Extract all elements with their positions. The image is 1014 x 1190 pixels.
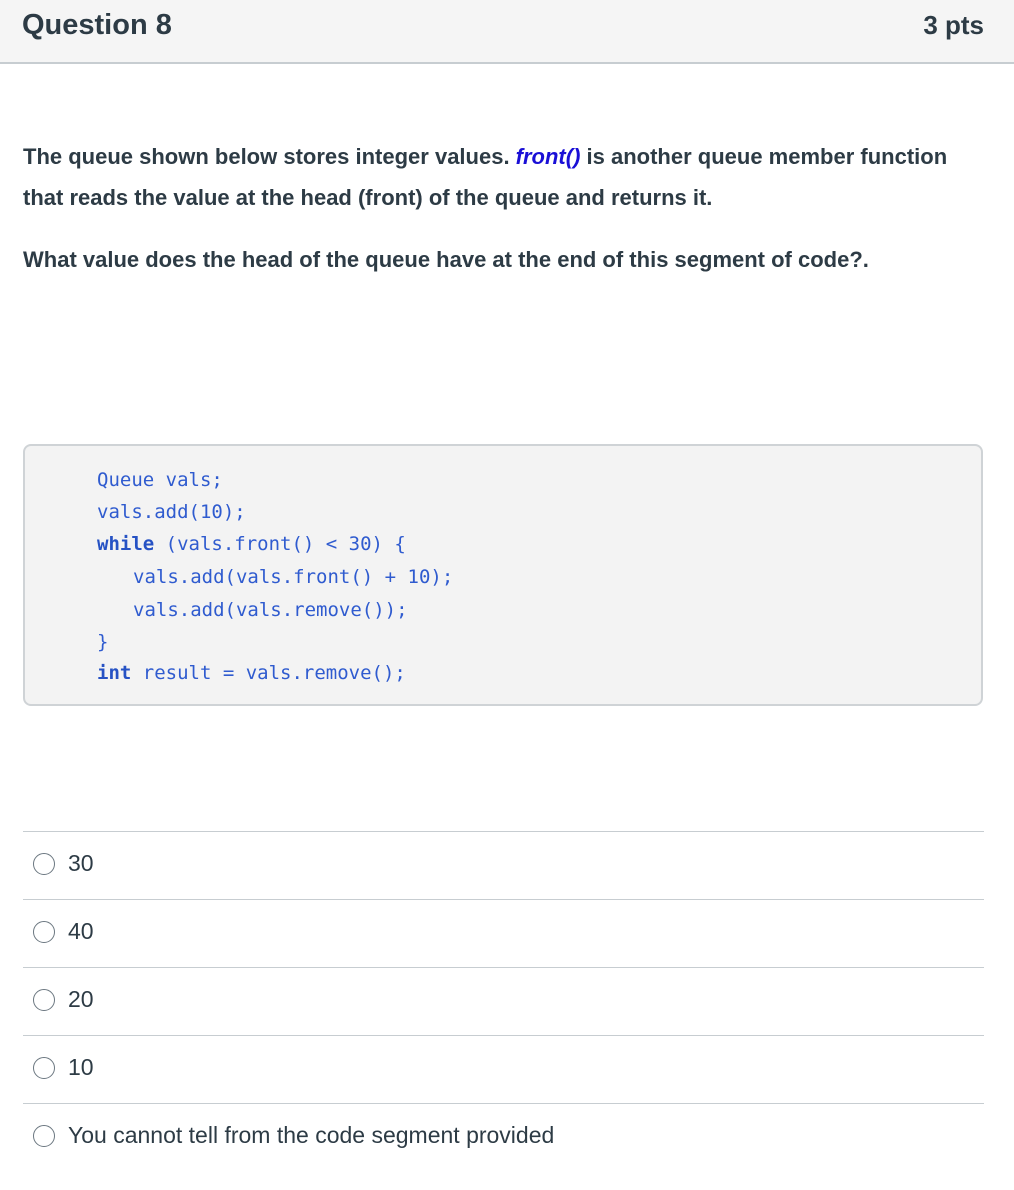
answer-option-3[interactable] bbox=[23, 967, 984, 1035]
radio-button[interactable] bbox=[33, 1057, 55, 1079]
question-title: Question 8 bbox=[22, 9, 172, 41]
answer-option-5[interactable] bbox=[23, 1103, 984, 1171]
code-line-3-rest: (vals.front() < 30) { bbox=[154, 533, 406, 555]
answer-label[interactable]: You cannot tell from the code segment provided bbox=[68, 1122, 555, 1148]
code-line-7 bbox=[97, 657, 406, 689]
question-points: 3 pts bbox=[923, 10, 984, 40]
code-line-6: } bbox=[97, 631, 109, 653]
code-line-1: Queue vals; bbox=[97, 469, 223, 491]
prompt-paragraph-1 bbox=[23, 136, 953, 218]
code-line-5: vals.add(vals.remove()); bbox=[133, 599, 408, 621]
answer-list bbox=[23, 831, 984, 1171]
prompt-text-after: is another queue member function that reads the value at the head (front) of the queue and returns it. bbox=[23, 144, 948, 210]
radio-button[interactable] bbox=[33, 1125, 55, 1147]
code-keyword-while: while bbox=[97, 533, 155, 555]
question-header bbox=[0, 0, 1014, 64]
answer-label[interactable]: 40 bbox=[68, 918, 94, 944]
answer-option-4[interactable] bbox=[23, 1035, 984, 1103]
radio-button[interactable] bbox=[33, 921, 55, 943]
answer-option-2[interactable] bbox=[23, 899, 984, 967]
answer-option-1[interactable] bbox=[23, 831, 984, 899]
code-line-3 bbox=[97, 528, 406, 560]
question-prompt bbox=[23, 136, 953, 280]
radio-button[interactable] bbox=[33, 853, 55, 875]
code-line-7-rest: result = vals.remove(); bbox=[131, 662, 406, 684]
code-keyword-int: int bbox=[97, 662, 132, 684]
prompt-paragraph-2: What value does the head of the queue have at the end of this segment of code?. bbox=[23, 247, 869, 272]
code-block bbox=[23, 444, 983, 706]
front-function-highlight: front() bbox=[515, 144, 581, 169]
answer-label[interactable]: 30 bbox=[68, 850, 94, 876]
radio-button[interactable] bbox=[33, 989, 55, 1011]
prompt-text-before: The queue shown below stores integer values. bbox=[23, 144, 516, 169]
code-line-4: vals.add(vals.front() + 10); bbox=[133, 566, 454, 588]
answer-label[interactable]: 10 bbox=[68, 1054, 94, 1080]
answer-label[interactable]: 20 bbox=[68, 986, 94, 1012]
code-line-2: vals.add(10); bbox=[97, 501, 246, 523]
